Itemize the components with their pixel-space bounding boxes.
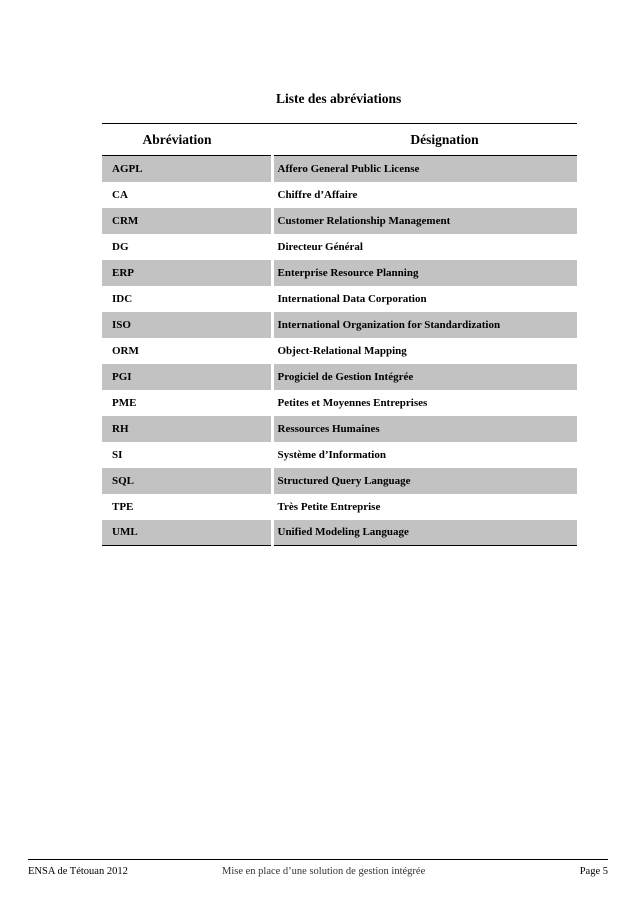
designation-cell: International Organization for Standardization <box>272 312 577 338</box>
abbreviation-cell: PME <box>102 390 272 416</box>
column-header-abbreviation: Abréviation <box>102 124 272 156</box>
designation-cell: Object-Relational Mapping <box>277 344 407 357</box>
abbreviation-cell: RH <box>102 416 272 442</box>
abbreviation-cell: SQL <box>102 468 272 494</box>
table-row <box>102 390 577 416</box>
table-row <box>102 260 577 286</box>
table-row <box>102 416 577 442</box>
designation-cell: International Data Corporation <box>277 292 427 305</box>
abbreviation-cell: CRM <box>102 208 272 234</box>
footer-page-number: Page 5 <box>579 866 608 877</box>
table-row <box>102 234 577 260</box>
abbreviation-cell: ORM <box>102 338 272 364</box>
abbreviation-cell: TPE <box>102 494 272 520</box>
abbreviation-cell: DG <box>102 234 272 260</box>
designation-cell: Très Petite Entreprise <box>277 500 381 513</box>
designation-cell: Customer Relationship Management <box>272 208 577 234</box>
table-row <box>102 312 577 338</box>
abbreviation-cell: CA <box>102 182 272 208</box>
table-body <box>102 156 577 546</box>
abbreviations-table <box>102 123 577 546</box>
designation-cell: Petites et Moyennes Entreprises <box>277 396 428 409</box>
table-row <box>102 520 577 546</box>
table-row <box>102 208 577 234</box>
designation-cell: Structured Query Language <box>272 468 577 494</box>
page-title: Liste des abréviations <box>276 91 402 106</box>
footer-divider <box>28 859 608 860</box>
designation-cell: Chiffre d’Affaire <box>277 188 358 201</box>
designation-cell: Enterprise Resource Planning <box>272 260 577 286</box>
abbreviation-cell: SI <box>102 442 272 468</box>
abbreviation-cell: AGPL <box>102 156 272 182</box>
abbreviation-cell: UML <box>102 520 272 546</box>
footer-institution: ENSA de Tétouan 2012 <box>28 866 128 877</box>
table-row <box>102 364 577 390</box>
footer-document-title: Mise en place d’une solution de gestion intégrée <box>222 866 426 877</box>
column-header-designation: Désignation <box>272 124 577 156</box>
designation-cell: Progiciel de Gestion Intégrée <box>272 364 577 390</box>
table-row <box>102 442 577 468</box>
abbreviation-cell: ISO <box>102 312 272 338</box>
abbreviation-cell: ERP <box>102 260 272 286</box>
table-row <box>102 182 577 208</box>
table-row <box>102 286 577 312</box>
designation-cell: Directeur Général <box>277 240 363 253</box>
designation-cell: Ressources Humaines <box>272 416 577 442</box>
table-header-row <box>102 124 577 156</box>
table-row <box>102 338 577 364</box>
designation-cell: Système d’Information <box>277 448 386 461</box>
abbreviation-cell: IDC <box>102 286 272 312</box>
table-row <box>102 156 577 182</box>
designation-cell: Unified Modeling Language <box>272 520 577 546</box>
table-row <box>102 468 577 494</box>
designation-cell: Affero General Public License <box>272 156 577 182</box>
table-row <box>102 494 577 520</box>
abbreviation-cell: PGI <box>102 364 272 390</box>
